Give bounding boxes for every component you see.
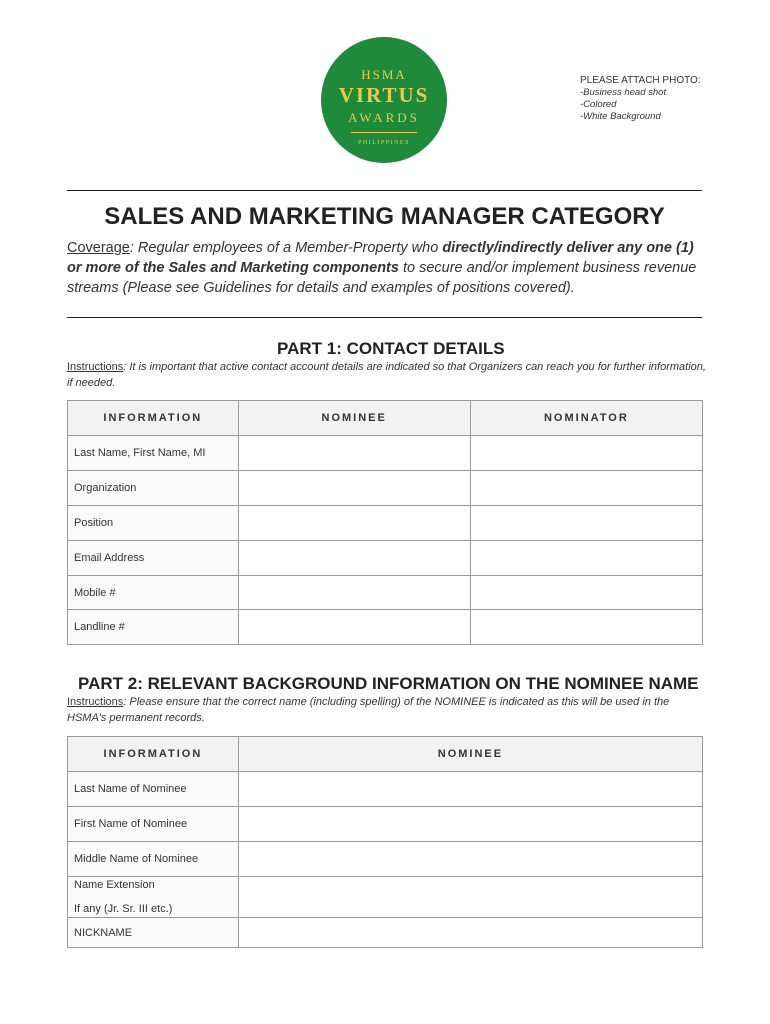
part2-instructions-label: Instructions [67, 696, 124, 708]
hsma-virtus-awards-logo [321, 37, 447, 163]
coverage-divider [67, 317, 702, 318]
nominee-name-table [67, 736, 703, 948]
name-extension-hint: If any (Jr. Sr. III etc.) [74, 903, 173, 915]
coverage-label: Coverage [67, 240, 130, 256]
column-header-nominee: NOMINEE [238, 401, 470, 436]
row-label-first-name: First Name of Nominee [68, 807, 239, 842]
top-divider [67, 190, 702, 191]
part1-instructions-text: : It is important that active contact account details are indicated so that Organizers can reach you for further information, if needed. [67, 361, 706, 389]
nominee-landline-field[interactable] [238, 610, 470, 645]
row-label-name: Last Name, First Name, MI [68, 436, 239, 471]
logo-line-virtus: VIRTUS [338, 83, 430, 107]
nominee-email-field[interactable] [238, 541, 470, 576]
nominee-name-field[interactable] [238, 436, 470, 471]
column-header-information: INFORMATION [68, 737, 239, 772]
table-row [68, 541, 703, 576]
table-row [68, 471, 703, 506]
column-header-nominator: NOMINATOR [470, 401, 702, 436]
nominee-nickname-field[interactable] [238, 918, 702, 948]
table-row [68, 807, 703, 842]
photo-note-item: -White Background [580, 111, 661, 122]
photo-note-item: -Colored [580, 99, 617, 110]
contact-details-table [67, 400, 703, 645]
part1-heading: PART 1: CONTACT DETAILS [277, 339, 505, 358]
logo-line-awards: AWARDS [348, 110, 420, 125]
nominee-mobile-field[interactable] [238, 576, 470, 610]
nominee-first-name-field[interactable] [238, 807, 702, 842]
row-label-middle-name: Middle Name of Nominee [68, 842, 239, 877]
nominator-mobile-field[interactable] [470, 576, 702, 610]
coverage-paragraph [67, 238, 707, 298]
row-label-email: Email Address [68, 541, 239, 576]
photo-attach-note [580, 75, 701, 123]
row-label-name-extension [68, 877, 239, 918]
coverage-bold-text: directly/indirectly deliver any one (1) or more of the Sales and Marketing components [67, 240, 694, 276]
nominee-position-field[interactable] [238, 506, 470, 541]
nominator-position-field[interactable] [470, 506, 702, 541]
logo-line-philippines: PHILIPPINES [358, 140, 410, 146]
photo-note-item: -Business head shot [580, 87, 667, 98]
nominee-last-name-field[interactable] [238, 772, 702, 807]
photo-note-title: PLEASE ATTACH PHOTO: [580, 75, 701, 86]
column-header-information: INFORMATION [68, 401, 239, 436]
part1-instructions [67, 359, 707, 391]
nominator-email-field[interactable] [470, 541, 702, 576]
table-row [68, 576, 703, 610]
column-header-nominee: NOMINEE [238, 737, 702, 772]
logo-rule [351, 132, 417, 133]
table-header-row [68, 401, 703, 436]
nominee-middle-name-field[interactable] [238, 842, 702, 877]
table-row [68, 918, 703, 948]
nominator-organization-field[interactable] [470, 471, 702, 506]
table-header-row [68, 737, 703, 772]
nominee-name-extension-field[interactable] [238, 877, 702, 918]
row-label-landline: Landline # [68, 610, 239, 645]
name-extension-label: Name Extension [74, 879, 155, 891]
table-row [68, 506, 703, 541]
nominator-name-field[interactable] [470, 436, 702, 471]
page-title: SALES AND MARKETING MANAGER CATEGORY [104, 203, 665, 230]
row-label-position: Position [68, 506, 239, 541]
part2-heading: PART 2: RELEVANT BACKGROUND INFORMATION ON THE NOMINEE NAME [78, 674, 699, 693]
part2-instructions-text: : Please ensure that the correct name (including spelling) of the NOMINEE is indicated as this will be used in the HSMA's permanent records. [67, 696, 670, 724]
coverage-text-1: : Regular employees of a Member-Property who [129, 240, 443, 256]
table-row [68, 772, 703, 807]
row-label-last-name: Last Name of Nominee [68, 772, 239, 807]
row-label-nickname: NICKNAME [68, 918, 239, 948]
row-label-organization: Organization [68, 471, 239, 506]
table-row [68, 436, 703, 471]
nominee-organization-field[interactable] [238, 471, 470, 506]
logo-line-hsma: HSMA [361, 67, 407, 82]
table-row [68, 610, 703, 645]
part1-instructions-label: Instructions [67, 361, 124, 373]
row-label-mobile: Mobile # [68, 576, 239, 610]
table-row [68, 877, 703, 918]
table-row [68, 842, 703, 877]
nominator-landline-field[interactable] [470, 610, 702, 645]
coverage-text-2: to secure and/or implement business revenue streams (Please see Guidelines for details and examples of positions covered). [67, 260, 697, 296]
part2-instructions [67, 694, 707, 726]
